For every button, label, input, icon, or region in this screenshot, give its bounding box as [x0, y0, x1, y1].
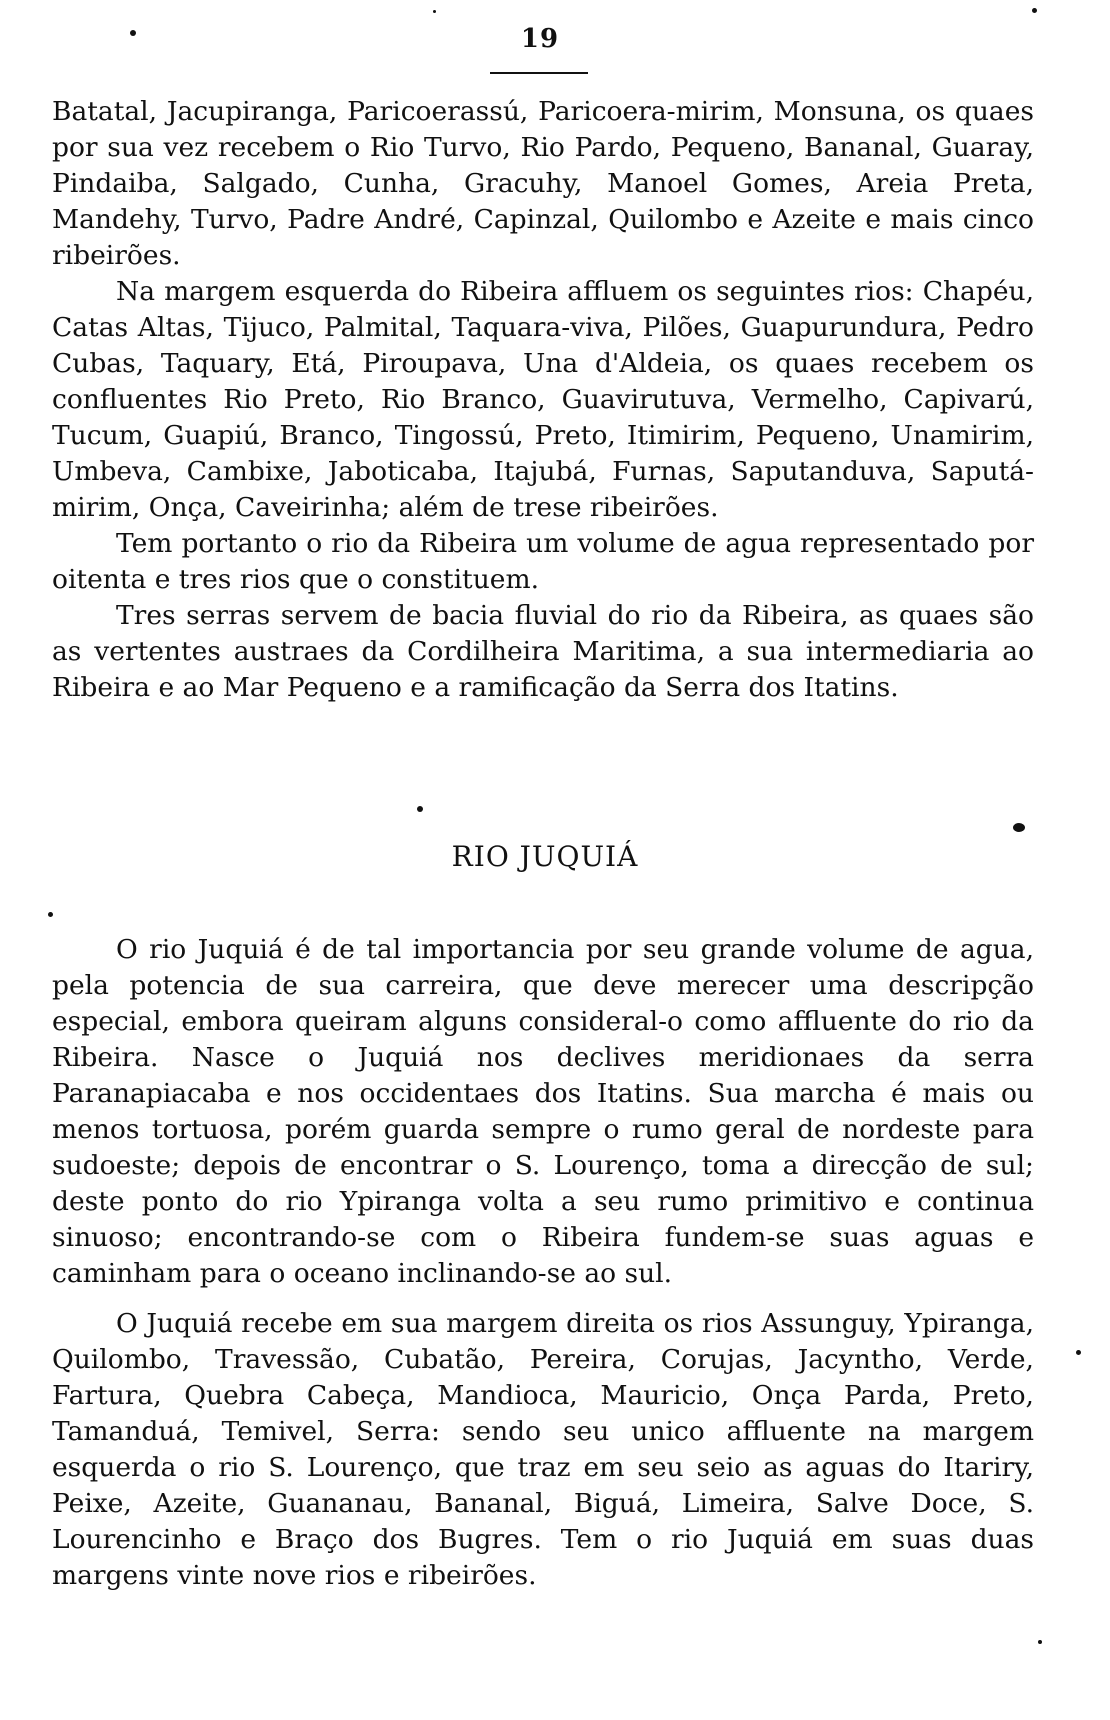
- scan-speck: [417, 806, 423, 812]
- scan-speck: [433, 10, 436, 13]
- scan-speck: [1013, 823, 1025, 832]
- text-block-bottom: [52, 932, 1034, 1594]
- paragraph: Na margem esquerda do Ribeira affluem os seguintes rios: Chapéu, Catas Altas, Tijuco, Palmital, Taquara-viva, Pilões, Guapurundura, Pedro Cubas, Taquary, Etá, Piroupava, Una d'Aldeia, os quaes recebem os confluentes Rio Preto, Rio Branco, Guavirutuva, Vermelho, Capivarú, Tucum, Guapiú, Branco, Tingossú, Preto, Itimirim, Pequeno, Unamirim, Umbeva, Cambixe, Jaboticaba, Itajubá, Furnas, Saputanduva, Saputá-mirim, Onça, Caveirinha; além de trese ribeirões.: [52, 276, 1034, 523]
- scan-speck: [1076, 1350, 1081, 1355]
- scan-speck: [130, 30, 136, 36]
- section-heading: RIO JUQUIÁ: [451, 840, 639, 873]
- scan-speck: [1032, 8, 1037, 13]
- paragraph: O Juquiá recebe em sua margem direita os rios Assunguy, Ypiranga, Quilombo, Travessão, Cubatão, Pereira, Corujas, Jacyntho, Verde, Fartura, Quebra Cabeça, Mandioca, Mauricio, Onça Parda, Preto, Tamanduá, Temivel, Serra: sendo seu unico affluente na margem esquerda o rio S. Lourenço, que traz em seu seio as aguas do Itariry, Peixe, Azeite, Guananau, Bananal, Biguá, Limeira, Salve Doce, S. Lourencinho e Braço dos Bugres. Tem o rio Juquiá em suas duas margens vinte nove rios e ribeirões.: [52, 1308, 1034, 1591]
- paragraph: Tem portanto o rio da Ribeira um volume de agua representado por oitenta e tres rios que o constituem.: [52, 528, 1034, 595]
- paragraph: Tres serras servem de bacia fluvial do rio da Ribeira, as quaes são as vertentes austraes da Cordilheira Maritima, a sua intermediaria ao Ribeira e ao Mar Pequeno e a ramificação da Serra dos Itatins.: [52, 600, 1034, 703]
- scan-speck: [48, 912, 53, 917]
- paragraph: O rio Juquiá é de tal importancia por seu grande volume de agua, pela potencia de sua carreira, que deve merecer uma descripção especial, embora queiram alguns consideral-o como affluente do rio da Ribeira. Nasce o Juquiá nos declives meridionaes da serra Paranapiacaba e nos occidentaes dos Itatins. Sua marcha é mais ou menos tortuosa, porém guarda sempre o rumo geral de nordeste para sudoeste; depois de encontrar o S. Lourenço, toma a direcção de sul; deste ponto do rio Ypiranga volta a seu rumo primitivo e continua sinuoso; encontrando-se com o Ribeira fundem-se suas aguas e caminham para o oceano inclinando-se ao sul.: [52, 934, 1034, 1289]
- paragraph: Batatal, Jacupiranga, Paricoerassú, Paricoera-mirim, Monsuna, os quaes por sua vez recebem o Rio Turvo, Rio Pardo, Pequeno, Bananal, Guaray, Pindaiba, Salgado, Cunha, Gracuhy, Manoel Gomes, Areia Preta, Mandehy, Turvo, Padre André, Capinzal, Quilombo e Azeite e mais cinco ribeirões.: [52, 96, 1034, 271]
- text-block-top: [52, 94, 1034, 706]
- scan-speck: [1038, 1640, 1042, 1644]
- page-number: 19: [520, 24, 560, 54]
- header-rule: [490, 72, 588, 74]
